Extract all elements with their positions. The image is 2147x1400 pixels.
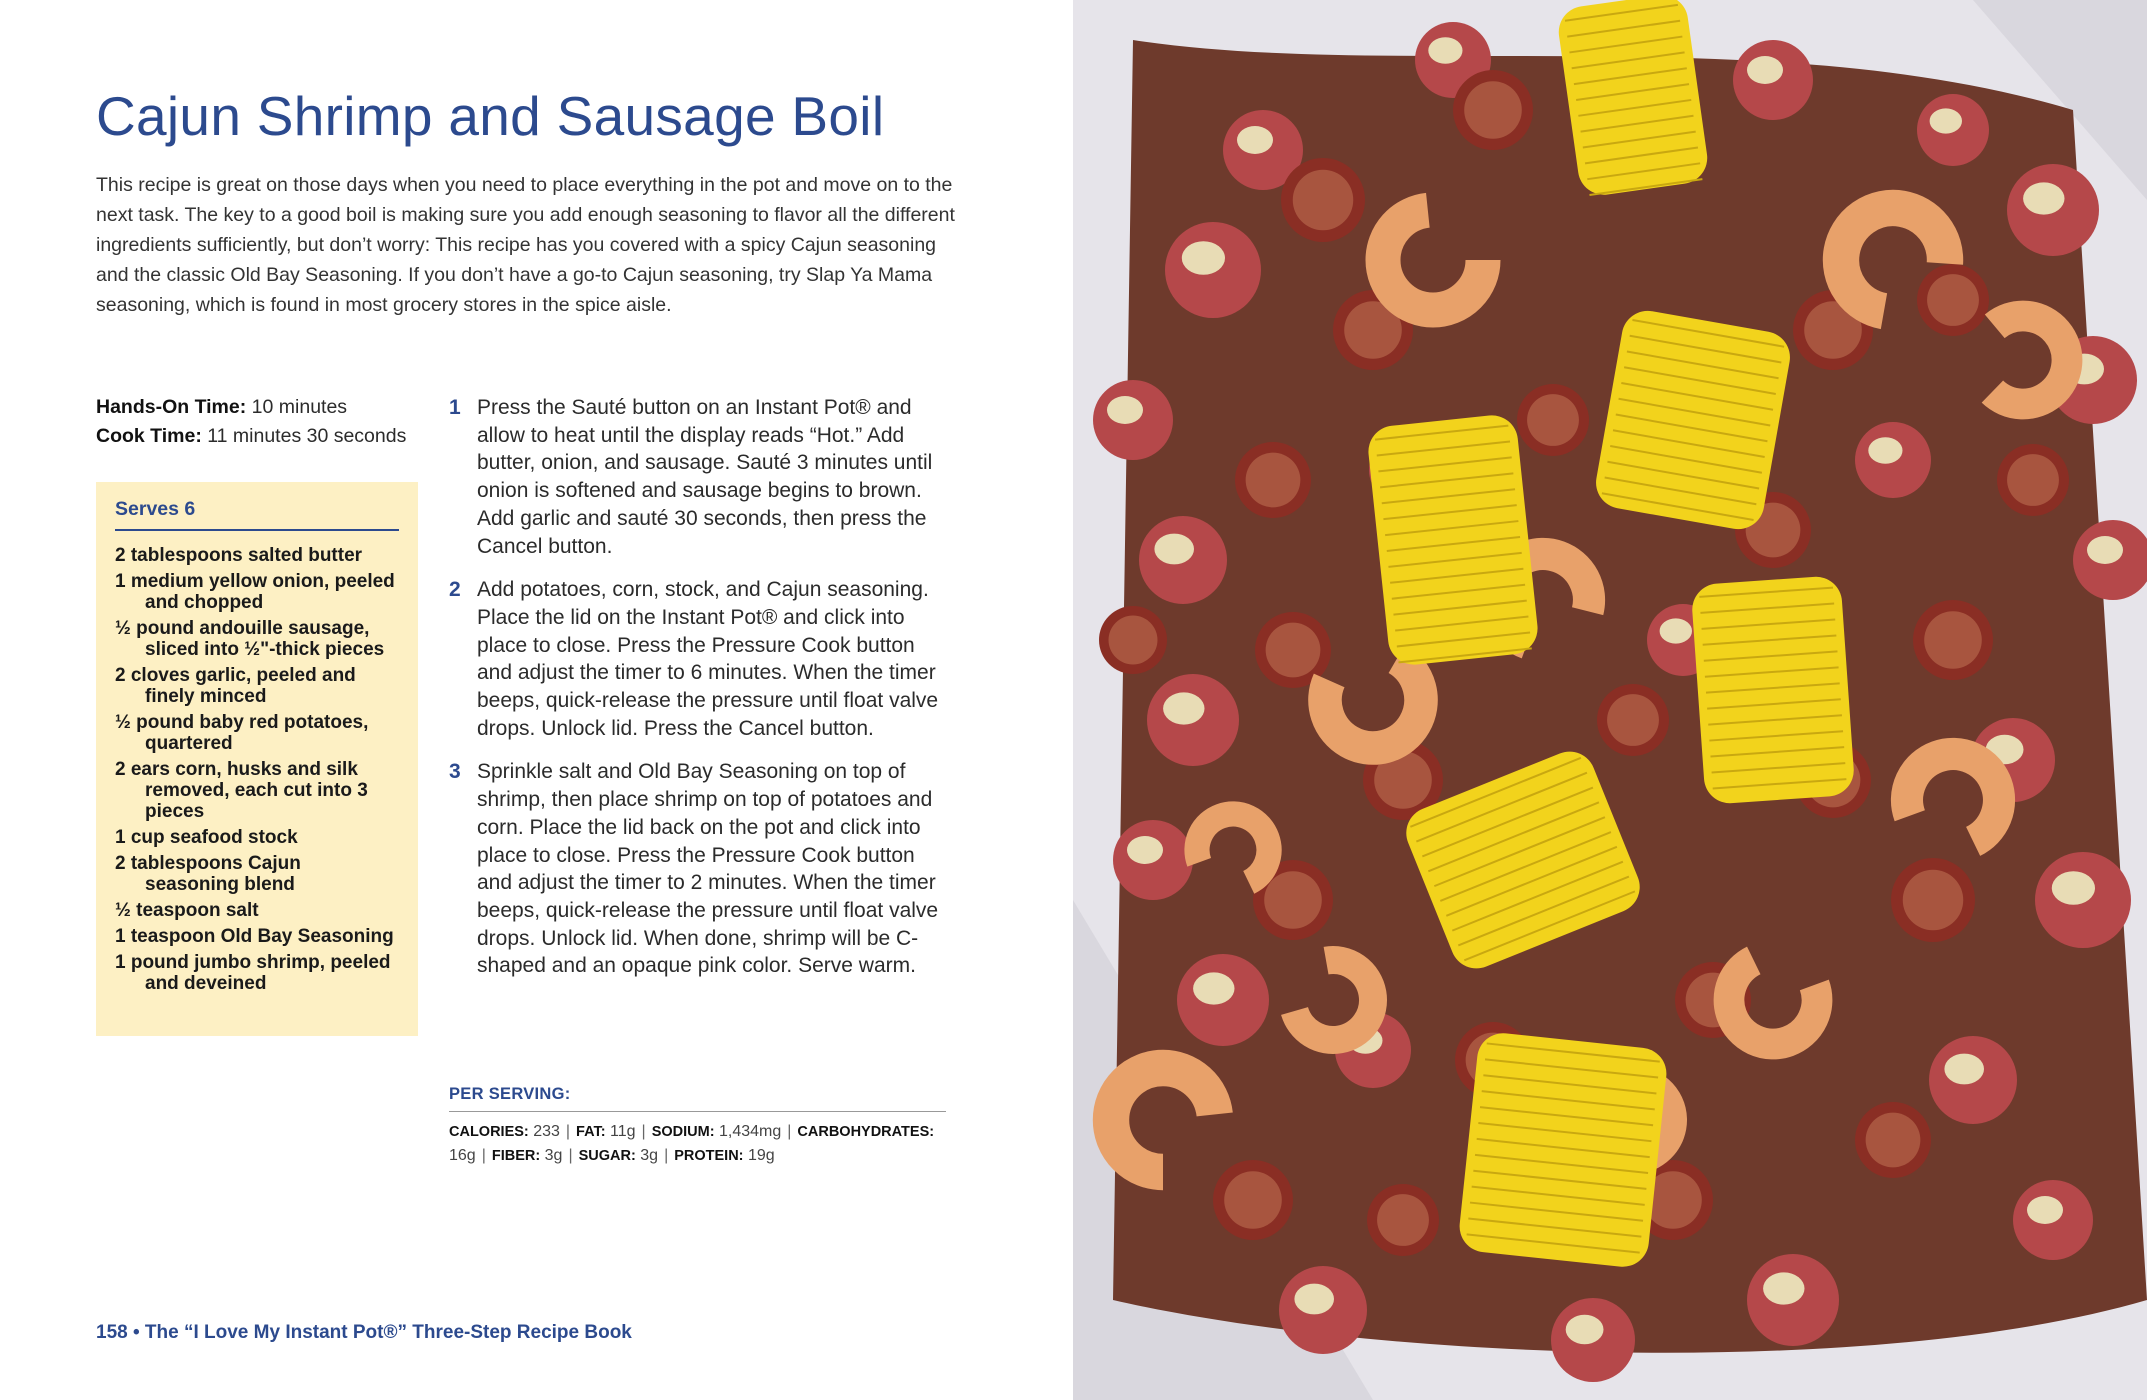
hands-on-time [96, 393, 426, 422]
recipe-intro: This recipe is great on those days when you need to place everything in the pot and move on to the next task. The key to a good boil is making sure you add enough seasoning to flavor all the different ingredients sufficiently, but don’t worry: This recipe has you covered with a spicy Cajun seasoning and the classic Old Bay Seasoning. If you don’t have a go-to Cajun seasoning, try Slap Ya Mama seasoning, which is found in most grocery stores in the spice aisle. [96, 174, 955, 316]
nutrition-separator: | [787, 1123, 792, 1140]
sausage-cut-face [1293, 170, 1353, 230]
potato-flesh [1868, 437, 1902, 464]
sausage-cut-face [1927, 274, 1979, 326]
cook-value: 11 minutes 30 seconds [207, 425, 407, 447]
nutrition-label: FIBER: [491, 1148, 541, 1164]
sausage-cut-face [1464, 81, 1522, 139]
nutrition-value: 233 [528, 1123, 560, 1140]
corn-body [1691, 575, 1856, 805]
step-text: Add potatoes, corn, stock, and Cajun seasoning. Place the lid on the Instant Pot® and click into place to close. Press the Pressure Cook button and adjust the timer to 6 minutes. When the timer beeps, quick-release the pressure until float valve drops. Unlock lid. Press the Cancel button. [477, 578, 939, 740]
nutrition-item [652, 1123, 782, 1140]
ingredient-item: 1 medium yellow onion, peeled and chopped [115, 571, 395, 613]
nutrition-separator: | [481, 1147, 486, 1164]
sausage-cut-face [1246, 453, 1301, 508]
serves-label: Serves 6 [115, 498, 399, 531]
sausage-cut-face [1527, 394, 1579, 446]
corn-cob [1457, 1031, 1669, 1270]
corn-cob [1691, 575, 1856, 805]
corn-cob [1592, 307, 1794, 533]
recipe-step [449, 758, 949, 980]
nutrition-item [449, 1123, 560, 1140]
sausage-cut-face [1377, 1194, 1429, 1246]
sausage-cut-face [1109, 616, 1158, 665]
corn-cob [1555, 0, 1710, 198]
potato-flesh [1154, 534, 1194, 565]
ingredient-item: 2 tablespoons salted butter [115, 545, 363, 566]
potato-flesh [1127, 836, 1163, 864]
potato-flesh [2052, 871, 2095, 905]
recipe-page [0, 0, 1073, 1400]
potato-flesh [1193, 972, 1234, 1004]
sausage-cut-face [1266, 623, 1321, 678]
cook-label: Cook Time: [96, 425, 202, 447]
recipe-step [449, 576, 949, 742]
corn-cob [1366, 413, 1540, 667]
potato-flesh [1944, 1054, 1984, 1085]
ingredient-item: 2 ears corn, husks and silk removed, each cut into 3 pieces [115, 759, 368, 822]
ingredient-item: 2 tablespoons Cajun seasoning blend [115, 853, 301, 895]
hands-on-label: Hands-On Time: [96, 396, 247, 418]
time-info [96, 393, 426, 451]
nutrition-label: SUGAR: [578, 1148, 636, 1164]
sausage-cut-face [2007, 454, 2059, 506]
nutrition-label: FAT: [576, 1124, 606, 1140]
step-list [449, 394, 949, 996]
corn-body [1366, 413, 1540, 667]
ingredient-item: 1 teaspoon Old Bay Seasoning [115, 926, 394, 947]
step-text: Press the Sauté button on an Instant Pot® and allow to heat until the display reads “Hot.” Add butter, onion, and sausage. Sauté 3 minutes until onion is softened and sausage begins to brown. Add garlic and sauté 30 seconds, then press the Cancel button. [477, 396, 933, 558]
potato-flesh [1428, 37, 1462, 64]
potato-flesh [1294, 1284, 1334, 1315]
ingredient-item: 2 cloves garlic, peeled and finely minced [115, 665, 356, 707]
nutrition-value: 3g [540, 1147, 563, 1164]
ingredient-item: 1 pound jumbo shrimp, peeled and deveined [115, 952, 391, 994]
corn-body [1592, 307, 1794, 533]
step-text: Sprinkle salt and Old Bay Seasoning on top of shrimp, then place shrimp on top of potatoes and corn. Place the lid back on the pot and click into place to close. Press the Pressure Cook button and adjust the timer to 2 minutes. When the timer beeps, quick-release the pressure until float valve drops. Unlock lid. When done, shrimp will be C-shaped and an opaque pink color. Serve warm. [477, 760, 939, 978]
ingredient-item: ½ pound andouille sausage, sliced into ½"-thick pieces [115, 618, 385, 660]
nutrition-label: PROTEIN: [674, 1148, 744, 1164]
potato-flesh [1566, 1315, 1604, 1344]
ingredient-list [115, 545, 399, 994]
potato-flesh [1763, 1272, 1804, 1304]
nutrition-item [576, 1123, 635, 1140]
potato-flesh [1107, 396, 1143, 424]
sausage-cut-face [1924, 611, 1982, 669]
potato-flesh [1660, 618, 1692, 643]
potato-flesh [1747, 56, 1783, 84]
nutrition-item [674, 1147, 774, 1164]
ingredient-item: ½ pound baby red potatoes, quartered [115, 712, 369, 754]
step-number: 1 [449, 396, 461, 419]
step-number: 3 [449, 760, 461, 784]
sausage-cut-face [1903, 870, 1963, 930]
potato-flesh [1163, 692, 1204, 724]
potato-flesh [2027, 1196, 2063, 1224]
potato-flesh [2087, 536, 2123, 564]
page-folio: 158 • The “I Love My Instant Pot®” Three-Step Recipe Book [96, 1322, 632, 1343]
nutrition-label: SODIUM: [651, 1124, 715, 1140]
nutrition-value: 1,434mg [714, 1123, 782, 1140]
nutrition-value: 11g [605, 1123, 636, 1140]
nutrition-label: CALORIES: [449, 1124, 529, 1140]
recipe-title: Cajun Shrimp and Sausage Boil [96, 85, 885, 147]
cook-time [96, 422, 426, 451]
nutrition-value: 3g [635, 1147, 659, 1164]
potato-flesh [2023, 182, 2064, 214]
food-photo [1073, 0, 2147, 1400]
sausage-cut-face [1224, 1171, 1282, 1229]
nutrition-separator: | [664, 1147, 669, 1164]
nutrition-facts [449, 1120, 949, 1168]
nutrition-separator: | [568, 1147, 573, 1164]
potato-flesh [1930, 108, 1962, 133]
nutrition-value: 16g [449, 1147, 476, 1164]
nutrition-separator: | [565, 1123, 571, 1140]
per-serving-label: PER SERVING: [449, 1085, 946, 1112]
potato-flesh [1237, 126, 1273, 154]
sausage-cut-face [1866, 1113, 1921, 1168]
nutrition-separator: | [641, 1123, 646, 1140]
nutrition-item [492, 1147, 563, 1164]
sausage-cut-face [1264, 871, 1322, 929]
step-number: 2 [449, 578, 461, 602]
shrimp-boil-photo [1073, 0, 2147, 1400]
nutrition-label: CARBOHYDRATES: [797, 1124, 935, 1140]
recipe-step [449, 394, 949, 560]
ingredient-item: 1 cup seafood stock [115, 827, 298, 848]
potato-flesh [1182, 241, 1225, 275]
nutrition-value: 19g [743, 1147, 775, 1164]
sausage-cut-face [1607, 694, 1659, 746]
nutrition-item [579, 1147, 658, 1164]
hands-on-value: 10 minutes [251, 396, 348, 418]
ingredients-box [96, 482, 418, 1036]
ingredient-item: ½ teaspoon salt [115, 900, 259, 921]
corn-body [1457, 1031, 1669, 1270]
